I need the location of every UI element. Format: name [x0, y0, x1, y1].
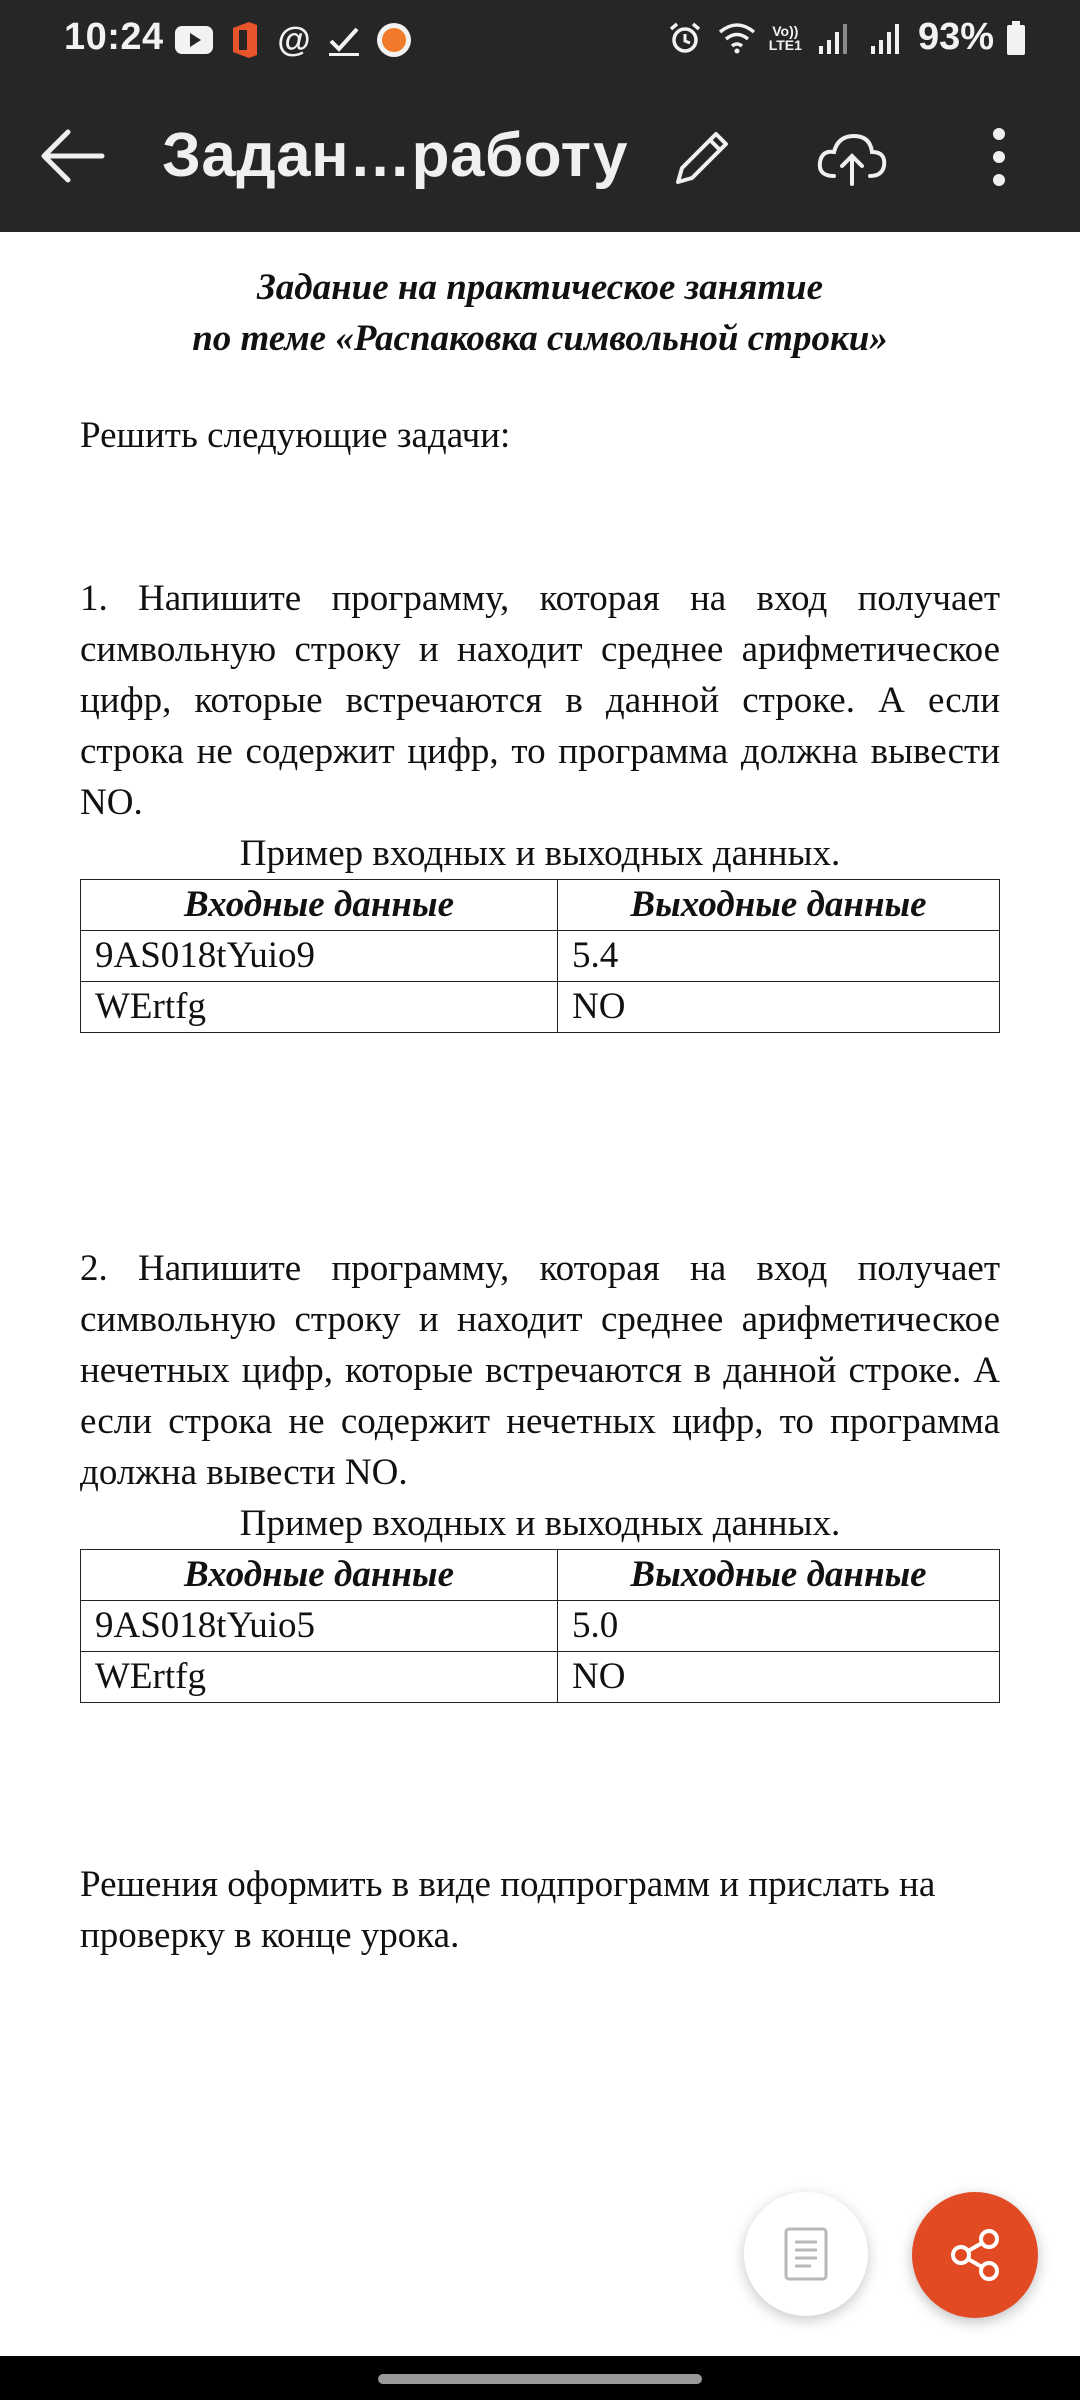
signal-icon: [814, 18, 854, 58]
table-cell: 5.4: [558, 931, 1000, 982]
edit-button[interactable]: [668, 122, 738, 192]
app-bar: [0, 80, 1080, 232]
check-icon: [324, 20, 364, 60]
table-header: Выходные данные: [558, 1550, 1000, 1601]
table-cell: NO: [558, 1652, 1000, 1703]
table-header: Входные данные: [81, 880, 558, 931]
status-bar: [0, 0, 1080, 80]
document-content: [80, 232, 1000, 1961]
task-2-text: 2. Напишите программу, которая на вход получает символьную строку и находит среднее арифметическое нечетных цифр, которые встречаются в данной строке. А если строка не содержит нечетных цифр, то программа должна вывести NO.: [80, 1248, 1000, 1493]
table-row: [81, 1601, 1000, 1652]
task-1-table: [80, 879, 1000, 1033]
task-2-table: [80, 1549, 1000, 1703]
at-icon: @: [277, 20, 311, 59]
network-label: Vo)) LTE1: [768, 22, 802, 53]
table-row: [81, 931, 1000, 982]
table-cell: 9AS018tYuio9: [81, 931, 558, 982]
title-line-2: по теме «Распаковка символьной строки»: [192, 318, 888, 359]
table-header: Входные данные: [81, 1550, 558, 1601]
intro-text: Решить следующие задачи:: [80, 415, 511, 456]
table-cell: 9AS018tYuio5: [81, 1601, 558, 1652]
notification-icons: [174, 20, 414, 60]
pencil-icon: [668, 122, 738, 192]
assignment-title: [80, 262, 1000, 364]
cloud-upload-icon: [812, 122, 892, 192]
task-1-text: 1. Напишите программу, которая на вход получает символьную строку и находит среднее арифметическое цифр, которые встречаются в данной строке. А если строка не содержит цифр, то программа должна вывести NO.: [80, 578, 1000, 823]
table-cell: 5.0: [558, 1601, 1000, 1652]
battery-percent: 93%: [917, 16, 994, 58]
orange-app-icon: [374, 20, 414, 60]
youtube-icon: [174, 20, 214, 60]
more-vert-icon: [972, 122, 1026, 192]
status-time: 10:24: [64, 16, 164, 58]
table-header: Выходные данные: [558, 880, 1000, 931]
task-1-example-caption: Пример входных и выходных данных.: [239, 833, 841, 874]
title-line-1: Задание на практическое занятие: [256, 267, 824, 308]
office-icon: [224, 20, 264, 60]
back-arrow-icon: [36, 118, 112, 194]
reading-view-button[interactable]: [744, 2192, 868, 2316]
table-header-row: [81, 1550, 1000, 1601]
battery-icon: [1006, 18, 1026, 58]
document-title: Задан…работу: [162, 121, 628, 190]
home-gesture-handle[interactable]: [378, 2374, 702, 2384]
table-header-row: [81, 880, 1000, 931]
back-button[interactable]: [36, 118, 112, 194]
signal-icon-2: [866, 18, 906, 58]
final-note: Решения оформить в виде подпрограмм и прислать на проверку в конце урока.: [80, 1864, 936, 1956]
share-button[interactable]: [912, 2192, 1038, 2318]
table-cell: WErtfg: [81, 982, 558, 1033]
system-navigation-bar: [0, 2356, 1080, 2400]
table-row: [81, 1652, 1000, 1703]
table-cell: WErtfg: [81, 1652, 558, 1703]
cloud-upload-button[interactable]: [812, 122, 892, 192]
table-row: [81, 982, 1000, 1033]
alarm-icon: [665, 18, 705, 58]
system-icons: [665, 16, 1026, 59]
more-options-button[interactable]: [972, 122, 1026, 192]
share-icon: [945, 2225, 1005, 2285]
reading-view-icon: [783, 2226, 829, 2282]
table-cell: NO: [558, 982, 1000, 1033]
task-2-example-caption: Пример входных и выходных данных.: [239, 1503, 841, 1544]
wifi-icon: [717, 18, 757, 58]
